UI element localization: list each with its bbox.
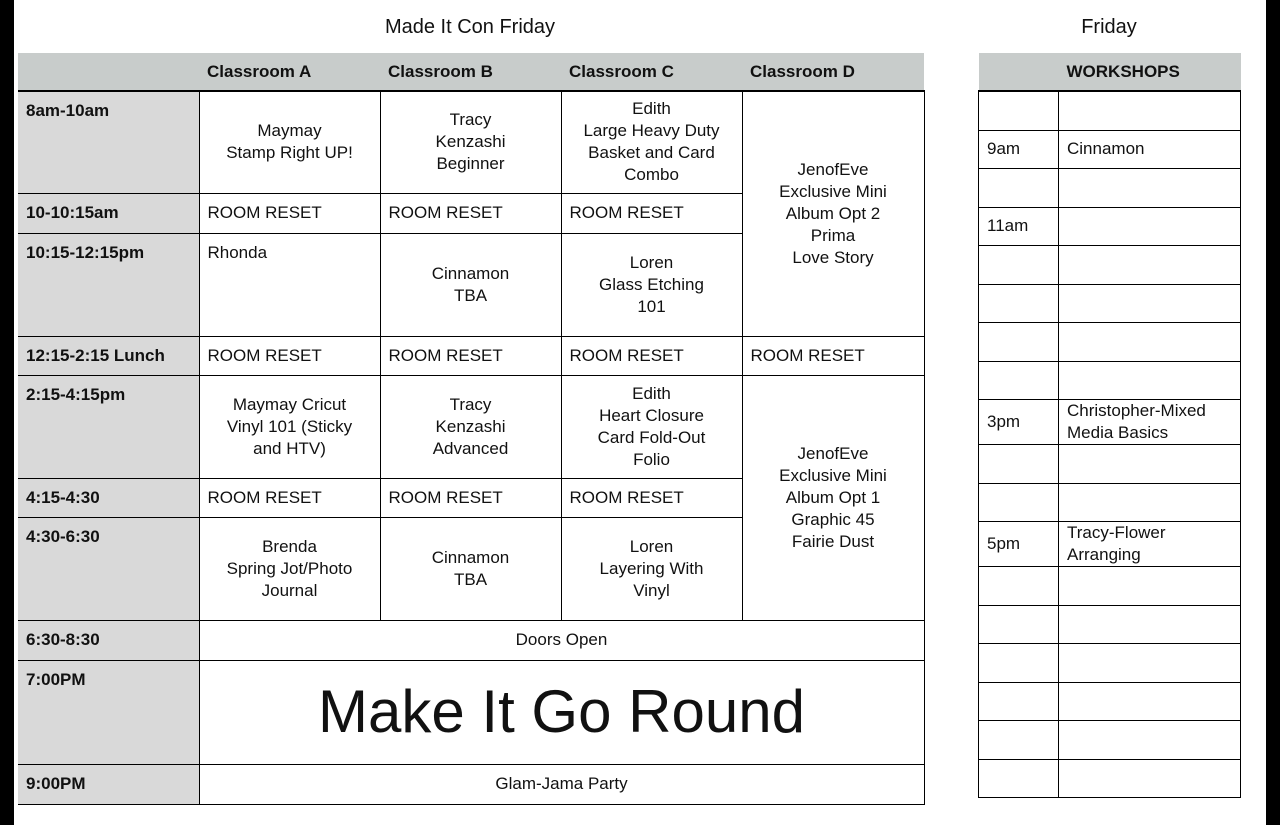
class-cell: JenofEve Exclusive Mini Album Opt 2 Prima Love Story (742, 91, 924, 336)
time-slot: 4:30-6:30 (18, 517, 199, 620)
schedule-row (18, 660, 924, 764)
workshop-name (1059, 567, 1241, 606)
workshop-time: 9am (979, 130, 1059, 169)
classroom-schedule-table (18, 53, 925, 805)
workshop-name (1059, 284, 1241, 323)
class-cell: Brenda Spring Jot/Photo Journal (199, 517, 380, 620)
workshop-name: Christopher-Mixed Media Basics (1059, 400, 1241, 445)
class-cell: Maymay Stamp Right UP! (199, 91, 380, 193)
time-slot: 12:15-2:15 Lunch (18, 336, 199, 375)
workshop-name (1059, 361, 1241, 400)
schedule-row (18, 764, 924, 804)
classroom-b-header: Classroom B (380, 53, 561, 91)
workshop-row (979, 605, 1241, 644)
time-slot: 10:15-12:15pm (18, 233, 199, 336)
workshop-name (1059, 682, 1241, 721)
workshop-time (979, 567, 1059, 606)
workshop-time (979, 759, 1059, 798)
room-reset-cell: ROOM RESET (380, 336, 561, 375)
workshop-time (979, 169, 1059, 208)
glam-jama-party-cell: Glam-Jama Party (199, 764, 924, 804)
workshop-row (979, 445, 1241, 484)
workshop-row (979, 246, 1241, 285)
workshop-time (979, 323, 1059, 362)
workshop-time (979, 644, 1059, 683)
workshop-time: 5pm (979, 522, 1059, 567)
time-slot: 6:30-8:30 (18, 620, 199, 660)
time-slot: 7:00PM (18, 660, 199, 764)
workshop-name: Tracy-Flower Arranging (1059, 522, 1241, 567)
workshop-name (1059, 483, 1241, 522)
room-reset-cell: ROOM RESET (199, 193, 380, 233)
class-cell: JenofEve Exclusive Mini Album Opt 1 Graphic 45 Fairie Dust (742, 375, 924, 620)
workshop-row (979, 323, 1241, 362)
workshop-row (979, 361, 1241, 400)
workshop-row (979, 130, 1241, 169)
class-cell: Cinnamon TBA (380, 233, 561, 336)
workshop-row (979, 483, 1241, 522)
time-slot: 9:00PM (18, 764, 199, 804)
make-it-go-round-cell: Make It Go Round (199, 660, 924, 764)
workshop-row (979, 759, 1241, 798)
workshop-time-header (979, 53, 1059, 91)
workshop-row (979, 682, 1241, 721)
workshop-time: 3pm (979, 400, 1059, 445)
workshop-name (1059, 91, 1241, 130)
class-cell: Cinnamon TBA (380, 517, 561, 620)
class-cell: Edith Heart Closure Card Fold-Out Folio (561, 375, 742, 478)
time-slot: 10-10:15am (18, 193, 199, 233)
workshop-time (979, 445, 1059, 484)
schedule-title: Made It Con Friday (384, 16, 556, 38)
right-black-border (1266, 0, 1280, 825)
time-slot: 8am-10am (18, 91, 199, 193)
time-slot: 4:15-4:30 (18, 478, 199, 517)
room-reset-cell: ROOM RESET (380, 478, 561, 517)
workshop-row (979, 567, 1241, 606)
time-column-header (18, 53, 199, 91)
workshop-row (979, 644, 1241, 683)
class-cell: Edith Large Heavy Duty Basket and Card Combo (561, 91, 742, 193)
room-reset-cell: ROOM RESET (199, 336, 380, 375)
workshop-row (979, 169, 1241, 208)
workshop-time (979, 682, 1059, 721)
workshop-name (1059, 323, 1241, 362)
workshops-header: WORKSHOPS (1059, 53, 1241, 91)
workshop-row (979, 400, 1241, 445)
class-cell: Maymay Cricut Vinyl 101 (Sticky and HTV) (199, 375, 380, 478)
class-cell: Loren Layering With Vinyl (561, 517, 742, 620)
workshop-row (979, 284, 1241, 323)
room-reset-cell: ROOM RESET (561, 193, 742, 233)
schedule-row (18, 620, 924, 660)
workshop-time (979, 483, 1059, 522)
workshop-row (979, 721, 1241, 760)
workshops-header-row (979, 53, 1241, 91)
time-slot: 2:15-4:15pm (18, 375, 199, 478)
workshop-name (1059, 759, 1241, 798)
schedule-row (18, 336, 924, 375)
workshop-row (979, 207, 1241, 246)
workshop-name (1059, 445, 1241, 484)
class-cell: Tracy Kenzashi Advanced (380, 375, 561, 478)
classroom-a-header: Classroom A (199, 53, 380, 91)
room-reset-cell: ROOM RESET (199, 478, 380, 517)
workshop-name (1059, 605, 1241, 644)
workshop-name (1059, 207, 1241, 246)
schedule-row (18, 91, 924, 193)
class-cell: Tracy Kenzashi Beginner (380, 91, 561, 193)
room-reset-cell: ROOM RESET (380, 193, 561, 233)
schedule-row (18, 375, 924, 478)
schedule-header-row (18, 53, 924, 91)
workshop-name (1059, 721, 1241, 760)
workshop-time (979, 721, 1059, 760)
left-black-border (0, 0, 14, 825)
workshop-name (1059, 246, 1241, 285)
room-reset-cell: ROOM RESET (561, 478, 742, 517)
workshop-time (979, 361, 1059, 400)
doors-open-cell: Doors Open (199, 620, 924, 660)
class-cell: Loren Glass Etching 101 (561, 233, 742, 336)
class-cell: Rhonda (199, 233, 380, 336)
workshop-time (979, 284, 1059, 323)
workshops-table (978, 53, 1241, 798)
workshop-row (979, 91, 1241, 130)
classroom-d-header: Classroom D (742, 53, 924, 91)
classroom-c-header: Classroom C (561, 53, 742, 91)
workshop-time (979, 605, 1059, 644)
room-reset-cell: ROOM RESET (742, 336, 924, 375)
workshop-time: 11am (979, 207, 1059, 246)
workshop-row (979, 522, 1241, 567)
workshops-title: Friday (1081, 16, 1137, 38)
workshop-name (1059, 644, 1241, 683)
workshop-time (979, 246, 1059, 285)
room-reset-cell: ROOM RESET (561, 336, 742, 375)
workshop-name (1059, 169, 1241, 208)
workshop-name: Cinnamon (1059, 130, 1241, 169)
workshop-time (979, 91, 1059, 130)
